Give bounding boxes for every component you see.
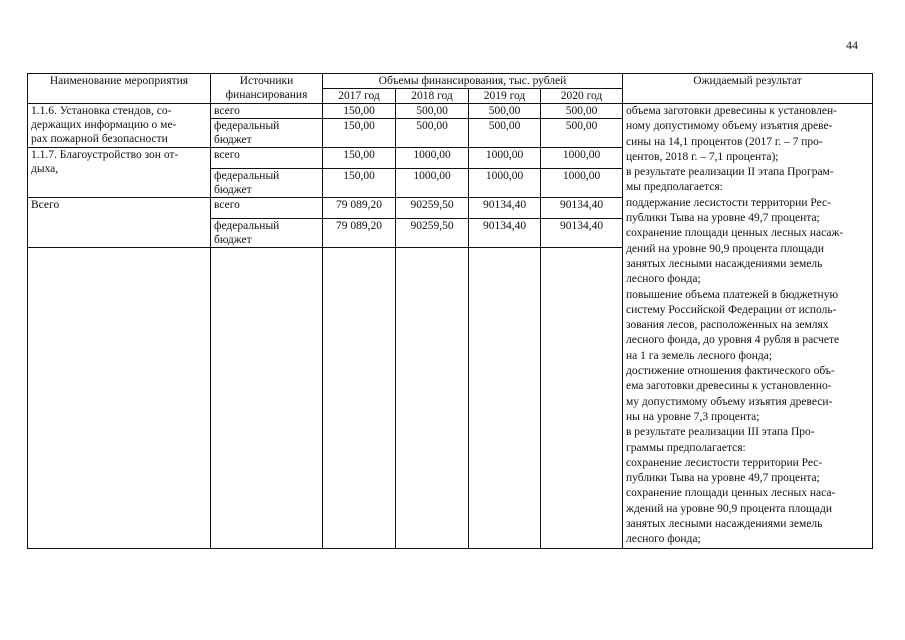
financing-source-line: всего <box>214 105 240 117</box>
table-row <box>28 104 873 119</box>
amount-cell: 500,00 <box>541 119 623 148</box>
amount-cell: 90259,50 <box>396 197 469 218</box>
activity-name-line: Всего <box>31 198 60 211</box>
expected-result-line: занятых лесными насаждениями земель <box>626 518 823 531</box>
header-source <box>211 74 323 104</box>
expected-result-line: ема заготовки древесины к установленно- <box>626 380 832 393</box>
header-year: 2017 год <box>323 89 396 104</box>
activity-name-line: 1.1.6. Установка стендов, со- <box>31 105 172 117</box>
activity-name-cell <box>28 104 211 148</box>
expected-result-line: зования лесов, расположенных на землях <box>626 319 829 332</box>
expected-result-line: поддержание лесистости территории Рес- <box>626 196 831 209</box>
financing-source-line: федеральный <box>214 169 280 182</box>
expected-result-line: сохранение площади ценных лесных насаж- <box>626 227 844 240</box>
empty-cell <box>211 247 323 548</box>
expected-result-line: на 1 га земель лесного фонда; <box>626 349 773 362</box>
expected-result-line: в результате реализации II этапа Програм- <box>626 166 834 179</box>
financing-source-cell <box>211 197 323 218</box>
expected-result-line: му допустимому объему изъятия древеси- <box>626 395 833 408</box>
financing-source-line: всего <box>214 198 240 211</box>
expected-result-line: достижение отношения фактического объ- <box>626 365 835 378</box>
activity-name-line: дыха, <box>31 163 59 175</box>
amount-cell: 500,00 <box>469 104 541 119</box>
amount-cell: 1000,00 <box>396 168 469 197</box>
amount-cell: 1000,00 <box>396 148 469 169</box>
expected-result-line: публики Тыва на уровне 49,7 процента; <box>626 212 820 225</box>
financing-table <box>27 73 873 549</box>
amount-cell: 500,00 <box>469 119 541 148</box>
activity-name-cell <box>28 148 211 198</box>
activity-name-line: рах пожарной безопасности <box>31 133 168 145</box>
empty-cell <box>469 247 541 548</box>
page-number: 44 <box>846 38 858 52</box>
header-year: 2018 год <box>396 89 469 104</box>
expected-result-line: систему Российской Федерации от исполь- <box>626 303 837 316</box>
empty-cell <box>396 247 469 548</box>
financing-source-cell <box>211 104 323 119</box>
activity-name-cell <box>28 197 211 247</box>
empty-cell <box>323 247 396 548</box>
activity-name-line: 1.1.7. Благоустройство зон от- <box>31 149 179 161</box>
expected-result-line: лесного фонда, до уровня 4 рубля в расчете <box>626 334 840 347</box>
header-source-l2: финансирования <box>225 89 308 101</box>
amount-cell: 90134,40 <box>469 218 541 247</box>
financing-source-line: бюджет <box>214 134 252 146</box>
amount-cell: 90259,50 <box>396 218 469 247</box>
expected-result-line: центов, 2018 г. – 7,1 процента); <box>626 150 779 163</box>
amount-cell: 90134,40 <box>541 197 623 218</box>
header-year: 2020 год <box>541 89 623 104</box>
expected-result-line: лесного фонда; <box>626 273 701 286</box>
financing-source-cell <box>211 148 323 169</box>
expected-result-line: объема заготовки древесины к установлен- <box>626 105 837 117</box>
expected-result-cell <box>623 104 873 549</box>
amount-cell: 500,00 <box>396 119 469 148</box>
header-result: Ожидаемый результат <box>623 74 873 104</box>
expected-result-line: лесного фонда; <box>626 533 701 546</box>
amount-cell: 79 089,20 <box>323 197 396 218</box>
expected-result-line: сохранение площади ценных лесных наса- <box>626 487 836 500</box>
expected-result-line: занятых лесными насаждениями земель <box>626 257 823 270</box>
amount-cell: 1000,00 <box>541 148 623 169</box>
expected-result-line: граммы предполагается: <box>626 441 746 454</box>
header-year: 2019 год <box>469 89 541 104</box>
expected-result-line: публики Тыва на уровне 49,7 процента; <box>626 472 820 485</box>
amount-cell: 1000,00 <box>541 168 623 197</box>
amount-cell: 150,00 <box>323 148 396 169</box>
financing-source-line: бюджет <box>214 233 252 246</box>
empty-cell <box>28 247 211 548</box>
amount-cell: 150,00 <box>323 168 396 197</box>
expected-result-line: сины на 14,1 процентов (2017 г. – 7 про- <box>626 135 823 148</box>
expected-result-line: дений на уровне 90,9 процента площади <box>626 242 825 255</box>
financing-source-line: бюджет <box>214 183 252 196</box>
header-name: Наименование мероприятия <box>28 74 211 104</box>
header-source-l1: Источники <box>239 75 294 87</box>
amount-cell: 90134,40 <box>541 218 623 247</box>
amount-cell: 500,00 <box>541 104 623 119</box>
activity-name-line: держащих информацию о ме- <box>31 119 177 131</box>
amount-cell: 150,00 <box>323 104 396 119</box>
financing-source-cell <box>211 168 323 197</box>
amount-cell: 79 089,20 <box>323 218 396 247</box>
header-volumes: Объемы финансирования, тыс. рублей <box>323 74 623 89</box>
financing-source-cell <box>211 218 323 247</box>
financing-source-line: федеральный <box>214 120 280 132</box>
financing-source-line: федеральный <box>214 219 280 232</box>
table-body <box>28 104 873 549</box>
amount-cell: 500,00 <box>396 104 469 119</box>
amount-cell: 150,00 <box>323 119 396 148</box>
financing-source-line: всего <box>214 149 240 161</box>
amount-cell: 90134,40 <box>469 197 541 218</box>
expected-result-line: ному допустимому объему изъятия древе- <box>626 120 833 133</box>
expected-result-line: ждений на уровне 90,9 процента площади <box>626 502 833 515</box>
expected-result-line: ны на уровне 7,3 процента; <box>626 410 760 423</box>
expected-result-line: повышение объема платежей в бюджетную <box>626 288 839 301</box>
expected-result-line: мы предполагается: <box>626 181 723 194</box>
financing-source-cell <box>211 119 323 148</box>
amount-cell: 1000,00 <box>469 168 541 197</box>
amount-cell: 1000,00 <box>469 148 541 169</box>
expected-result-line: сохранение лесистости территории Рес- <box>626 456 823 469</box>
empty-cell <box>541 247 623 548</box>
expected-result-line: в результате реализации III этапа Про- <box>626 426 815 439</box>
